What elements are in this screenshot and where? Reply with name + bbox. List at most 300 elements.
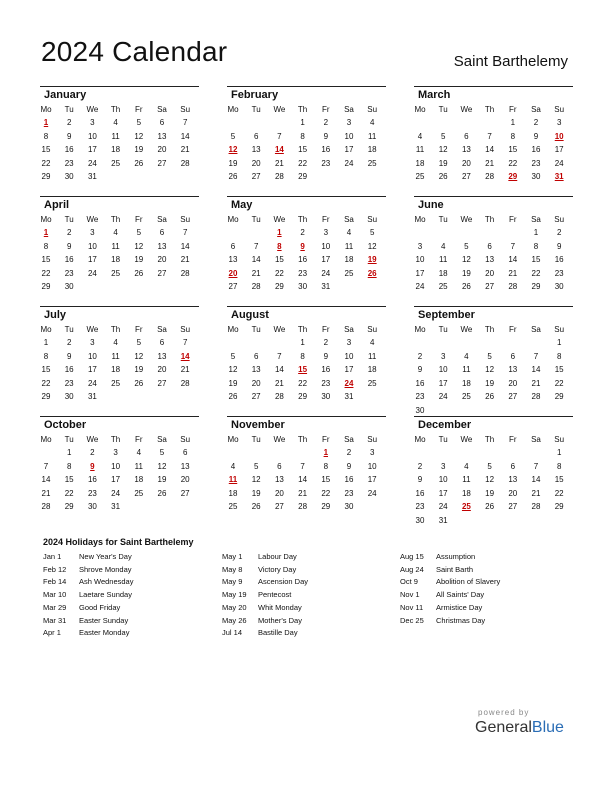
holiday-day: 1	[323, 448, 329, 457]
calendar-day: 10	[415, 255, 425, 265]
weekday-label: Sa	[157, 435, 167, 444]
calendar-day: 3	[369, 448, 375, 457]
calendar-day: 27	[274, 502, 284, 512]
brand-logo[interactable]	[475, 719, 564, 737]
month-name: May	[231, 199, 253, 211]
calendar-day: 26	[228, 172, 238, 182]
weekday-label: Su	[554, 325, 565, 334]
calendar-day: 22	[554, 488, 564, 498]
calendar-day: 21	[41, 488, 51, 498]
calendar-day: 5	[253, 461, 259, 471]
month-divider	[227, 416, 386, 417]
holiday-day: 9	[90, 461, 95, 471]
calendar-day: 20	[157, 145, 167, 155]
holiday-day: 8	[277, 241, 282, 251]
weekday-label: Sa	[531, 435, 541, 444]
calendar-day: 7	[182, 228, 188, 237]
month-september	[414, 306, 573, 415]
holiday-day: 1	[43, 228, 49, 237]
calendar-day: 3	[113, 448, 118, 457]
calendar-day: 8	[43, 131, 49, 141]
calendar-day: 16	[87, 475, 97, 485]
weekday-label: Th	[484, 325, 495, 334]
calendar-day: 30	[415, 406, 425, 415]
powered-by-label: powered by	[478, 708, 530, 717]
calendar-day: 4	[417, 131, 423, 141]
month-divider	[40, 416, 199, 417]
weekday-label: Fr	[322, 325, 330, 334]
calendar-day: 29	[298, 172, 308, 182]
calendar-day: 29	[41, 172, 51, 182]
calendar-day: 20	[485, 268, 495, 278]
calendar-day: 26	[134, 268, 144, 278]
weekday-label: Tu	[64, 435, 74, 444]
calendar-day: 6	[510, 461, 516, 471]
calendar-day: 18	[111, 255, 121, 265]
holiday-day: 19	[367, 255, 377, 265]
month-name: October	[44, 419, 87, 431]
calendar-day: 6	[277, 461, 282, 471]
calendar-day: 11	[111, 131, 120, 141]
holiday-date: Nov 11	[400, 602, 424, 612]
holiday-name: Ascension Day	[258, 577, 309, 587]
calendar-day: 18	[461, 488, 471, 498]
calendar-day: 24	[344, 158, 354, 168]
holiday-date: Feb 14	[43, 577, 67, 587]
calendar-day: 18	[111, 365, 121, 375]
holiday-day: 1	[277, 228, 282, 237]
calendar-day: 16	[415, 488, 425, 498]
calendar-day: 12	[485, 475, 495, 485]
calendar-day: 18	[415, 158, 425, 168]
calendar-day: 31	[111, 502, 121, 512]
holiday-name: Bastille Day	[258, 628, 298, 638]
calendar-day: 24	[111, 488, 121, 498]
weekday-label: Mo	[414, 105, 426, 114]
calendar-day: 27	[508, 502, 518, 512]
holiday-date: Oct 9	[400, 577, 418, 587]
weekday-label: Su	[554, 105, 565, 114]
weekday-label: Mo	[40, 105, 52, 114]
calendar-day: 21	[298, 488, 308, 498]
calendar-day: 5	[230, 131, 236, 141]
calendar-day: 16	[64, 145, 74, 155]
calendar-day: 26	[461, 282, 471, 292]
weekday-label: Th	[297, 215, 308, 224]
holiday-day: 25	[461, 502, 471, 512]
month-divider	[40, 306, 199, 307]
calendar-day: 20	[274, 488, 284, 498]
weekday-label: Th	[484, 215, 495, 224]
calendar-day: 20	[508, 488, 518, 498]
calendar-day: 27	[157, 268, 167, 278]
calendar-day: 29	[298, 392, 308, 402]
calendar-day: 11	[415, 145, 425, 155]
calendar-day: 7	[533, 351, 539, 361]
calendar-day: 11	[368, 131, 377, 141]
calendar-day: 15	[321, 475, 331, 485]
calendar-day: 4	[369, 338, 375, 347]
calendar-day: 8	[43, 351, 49, 361]
calendar-day: 29	[554, 392, 564, 402]
calendar-day: 10	[344, 131, 354, 141]
weekday-label: Th	[297, 325, 308, 334]
weekday-label: Th	[297, 105, 308, 114]
calendar-day: 25	[228, 502, 238, 512]
weekday-label: Su	[367, 325, 378, 334]
calendar-day: 25	[367, 158, 377, 168]
calendar-day: 19	[228, 378, 238, 388]
calendar-day: 8	[510, 131, 516, 141]
holiday-date: Dec 25	[400, 615, 424, 625]
month-name: February	[231, 89, 279, 101]
calendar-day: 15	[41, 145, 51, 155]
month-name: March	[418, 89, 451, 101]
calendar-day: 18	[367, 365, 377, 375]
calendar-day: 7	[510, 241, 516, 251]
calendar-day: 2	[533, 118, 539, 127]
weekday-label: Fr	[135, 215, 143, 224]
calendar-day: 27	[485, 282, 495, 292]
weekday-label: We	[273, 105, 286, 114]
calendar-day: 12	[485, 365, 495, 375]
calendar-day: 22	[321, 488, 331, 498]
calendar-day: 14	[508, 255, 518, 265]
holiday-date: Feb 12	[43, 564, 67, 574]
weekday-label: We	[273, 435, 286, 444]
weekday-label: Mo	[227, 215, 239, 224]
calendar-day: 23	[87, 488, 97, 498]
weekday-label: Sa	[344, 215, 354, 224]
calendar-day: 30	[321, 392, 331, 402]
calendar-day: 7	[487, 131, 492, 141]
calendar-day: 9	[417, 475, 423, 485]
holiday-day: 15	[298, 365, 308, 375]
weekday-label: Sa	[344, 325, 354, 334]
holiday-date: May 9	[222, 577, 243, 587]
calendar-day: 27	[461, 172, 471, 182]
calendar-day: 30	[344, 502, 354, 512]
calendar-day: 18	[344, 255, 354, 265]
calendar-day: 27	[228, 282, 238, 292]
weekday-label: Fr	[509, 105, 517, 114]
month-april	[40, 196, 199, 301]
calendar-day: 15	[554, 475, 564, 485]
weekday-label: Tu	[438, 325, 448, 334]
month-divider	[414, 306, 573, 307]
calendar-day: 4	[113, 228, 118, 237]
calendar-day: 23	[64, 158, 74, 168]
calendar-day: 27	[508, 392, 518, 402]
calendar-day: 23	[344, 488, 354, 498]
calendar-day: 17	[87, 365, 97, 375]
calendar-day: 17	[438, 488, 448, 498]
calendar-day: 17	[438, 378, 448, 388]
calendar-day: 2	[556, 228, 562, 237]
weekday-label: Mo	[40, 215, 52, 224]
calendar-day: 14	[274, 365, 284, 375]
weekday-label: Fr	[509, 325, 517, 334]
calendar-day: 9	[66, 131, 72, 141]
calendar-day: 10	[87, 241, 97, 251]
month-november	[227, 416, 386, 521]
calendar-day: 2	[66, 338, 72, 347]
holiday-day: 14	[274, 145, 284, 155]
holiday-day: 31	[554, 172, 564, 182]
holiday-name: Easter Sunday	[79, 615, 129, 625]
calendar-day: 9	[66, 241, 72, 251]
calendar-day: 26	[485, 502, 495, 512]
calendar-day: 29	[321, 502, 331, 512]
calendar-day: 20	[251, 378, 261, 388]
holiday-name: Good Friday	[79, 602, 121, 612]
calendar-day: 4	[113, 118, 118, 127]
calendar-day: 11	[462, 365, 471, 375]
weekday-label: We	[86, 215, 99, 224]
calendar-day: 24	[415, 282, 425, 292]
month-divider	[227, 306, 386, 307]
calendar-day: 13	[251, 145, 261, 155]
calendar-day: 13	[461, 145, 471, 155]
weekday-label: Sa	[531, 325, 541, 334]
month-december	[414, 416, 573, 525]
calendar-day: 12	[228, 365, 238, 375]
weekday-label: We	[86, 105, 99, 114]
calendar-day: 14	[180, 131, 190, 141]
calendar-day: 15	[508, 145, 518, 155]
calendar-day: 17	[111, 475, 121, 485]
weekday-label: Su	[367, 435, 378, 444]
calendar-day: 24	[321, 268, 331, 278]
holiday-date: Aug 24	[400, 564, 424, 574]
calendar-day: 22	[554, 378, 564, 388]
holiday-day: 29	[508, 172, 518, 182]
calendar-day: 14	[298, 475, 308, 485]
calendar-day: 23	[531, 158, 541, 168]
calendar-day: 24	[87, 378, 97, 388]
weekday-label: Fr	[509, 435, 517, 444]
holiday-date: May 8	[222, 564, 243, 574]
month-divider	[227, 196, 386, 197]
calendar-day: 30	[64, 172, 74, 182]
holiday-day: 12	[228, 145, 238, 155]
calendar-day: 13	[157, 241, 167, 251]
calendar-day: 23	[298, 268, 308, 278]
calendar-day: 14	[41, 475, 51, 485]
calendar-day: 17	[415, 268, 425, 278]
weekday-label: We	[86, 325, 99, 334]
calendar-day: 30	[87, 502, 97, 512]
calendar-day: 4	[136, 448, 142, 457]
weekday-label: Su	[367, 215, 378, 224]
calendar-day: 24	[87, 158, 97, 168]
calendar-day: 1	[66, 448, 72, 457]
calendar-day: 2	[90, 448, 95, 457]
calendar-day: 3	[440, 461, 446, 471]
weekday-label: Fr	[322, 435, 330, 444]
weekday-label: Su	[554, 435, 565, 444]
calendar-day: 29	[554, 502, 564, 512]
calendar-day: 18	[111, 145, 121, 155]
calendar-day: 26	[134, 378, 144, 388]
holiday-day: 20	[228, 268, 238, 278]
calendar-day: 2	[66, 118, 72, 127]
weekday-label: Su	[180, 215, 191, 224]
calendar-day: 22	[531, 268, 541, 278]
weekday-label: Sa	[531, 105, 541, 114]
calendar-day: 21	[508, 268, 518, 278]
month-august	[227, 306, 386, 411]
calendar-day: 10	[321, 241, 331, 251]
page-title: 2024 Calendar	[41, 36, 228, 67]
calendar-day: 10	[438, 365, 448, 375]
weekday-label: We	[460, 325, 473, 334]
calendar-day: 1	[510, 118, 516, 127]
weekday-label: Su	[180, 105, 191, 114]
calendar-day: 15	[41, 255, 51, 265]
calendar-day: 13	[274, 475, 284, 485]
calendar-day: 10	[87, 131, 97, 141]
calendar-day: 2	[323, 118, 329, 127]
brand-blue: Blue	[531, 719, 564, 736]
calendar-day: 6	[510, 351, 516, 361]
calendar-day: 19	[134, 145, 144, 155]
calendar-day: 11	[111, 241, 120, 251]
calendar-day: 28	[531, 502, 541, 512]
calendar-day: 29	[41, 282, 51, 292]
holiday-day: 24	[344, 378, 354, 388]
calendar-day: 25	[461, 392, 471, 402]
calendar-day: 11	[439, 255, 448, 265]
weekday-label: Tu	[64, 325, 74, 334]
calendar-day: 22	[298, 158, 308, 168]
calendar-day: 24	[87, 268, 97, 278]
weekday-label: We	[460, 105, 473, 114]
month-name: July	[44, 309, 67, 321]
calendar-day: 6	[230, 241, 236, 251]
calendar-day: 28	[274, 392, 284, 402]
calendar-day: 26	[438, 172, 448, 182]
holiday-name: Shrove Monday	[79, 564, 132, 574]
holiday-name: All Saints' Day	[436, 590, 485, 600]
weekday-label: Th	[297, 435, 308, 444]
holiday-name: Victory Day	[258, 564, 297, 574]
calendar-day: 2	[66, 228, 72, 237]
calendar-day: 30	[415, 516, 425, 525]
calendar-day: 12	[134, 131, 144, 141]
calendar-day: 17	[87, 145, 97, 155]
calendar-day: 23	[321, 378, 331, 388]
calendar-day: 5	[369, 228, 375, 237]
calendar-day: 30	[298, 282, 308, 292]
calendar-day: 15	[554, 365, 564, 375]
weekday-label: Fr	[322, 215, 330, 224]
weekday-label: Sa	[531, 215, 541, 224]
weekday-label: Th	[484, 105, 495, 114]
weekday-label: Tu	[438, 215, 448, 224]
calendar-day: 17	[87, 255, 97, 265]
calendar-day: 28	[298, 502, 308, 512]
month-name: January	[44, 89, 87, 101]
calendar-day: 17	[344, 365, 354, 375]
holiday-date: Apr 1	[43, 628, 61, 638]
calendar-day: 20	[157, 255, 167, 265]
holiday-date: May 19	[222, 590, 247, 600]
calendar-day: 2	[417, 351, 423, 361]
calendar-day: 24	[367, 488, 377, 498]
weekday-label: Mo	[414, 215, 426, 224]
weekday-label: Fr	[135, 105, 143, 114]
calendar-day: 29	[274, 282, 284, 292]
holiday-date: Mar 31	[43, 615, 67, 625]
calendar-day: 24	[438, 502, 448, 512]
calendar-day: 6	[182, 448, 188, 457]
calendar-day: 6	[253, 351, 259, 361]
calendar-day: 31	[344, 392, 354, 402]
calendar-day: 19	[134, 255, 144, 265]
weekday-label: Mo	[414, 435, 426, 444]
calendar-day: 8	[556, 351, 562, 361]
holiday-name: Whit Monday	[258, 602, 302, 612]
calendar-day: 4	[464, 351, 469, 361]
calendar-day: 14	[180, 241, 190, 251]
weekday-label: Su	[554, 215, 565, 224]
weekday-label: Th	[484, 435, 495, 444]
calendar-day: 9	[323, 131, 329, 141]
weekday-label: We	[273, 325, 286, 334]
month-march	[414, 86, 573, 191]
calendar-day: 12	[438, 145, 448, 155]
holiday-name: Laetare Sunday	[79, 590, 132, 600]
calendar-day: 13	[251, 365, 261, 375]
calendar-day: 23	[64, 268, 74, 278]
calendar-day: 31	[438, 516, 448, 525]
holiday-day: 11	[228, 475, 238, 485]
calendar-day: 17	[367, 475, 377, 485]
month-june	[414, 196, 573, 301]
month-name: December	[418, 419, 472, 431]
month-october	[40, 416, 199, 521]
calendar-day: 6	[159, 118, 165, 127]
calendar-day: 22	[508, 158, 518, 168]
calendar-day: 3	[90, 228, 95, 237]
calendar-day: 5	[136, 228, 142, 237]
calendar-day: 1	[556, 338, 562, 347]
holiday-date: Mar 29	[43, 602, 67, 612]
calendar-day: 28	[274, 172, 284, 182]
weekday-label: Sa	[344, 105, 354, 114]
calendar-day: 1	[300, 118, 305, 127]
calendar-day: 23	[415, 502, 425, 512]
calendar-day: 10	[87, 351, 97, 361]
weekday-label: Th	[110, 215, 121, 224]
weekday-label: Tu	[438, 105, 448, 114]
calendar-day: 28	[41, 502, 51, 512]
holiday-name: Ash Wednesday	[79, 577, 134, 587]
calendar-day: 26	[134, 158, 144, 168]
calendar-day: 26	[157, 488, 167, 498]
calendar-day: 22	[41, 378, 51, 388]
month-january	[40, 86, 199, 191]
calendar-day: 13	[508, 365, 518, 375]
calendar-day: 10	[438, 475, 448, 485]
month-july	[40, 306, 199, 411]
calendar-day: 9	[323, 351, 329, 361]
calendar-day: 12	[461, 255, 471, 265]
month-divider	[414, 196, 573, 197]
brand-general: General	[475, 719, 532, 736]
holiday-date: Aug 15	[400, 552, 424, 561]
